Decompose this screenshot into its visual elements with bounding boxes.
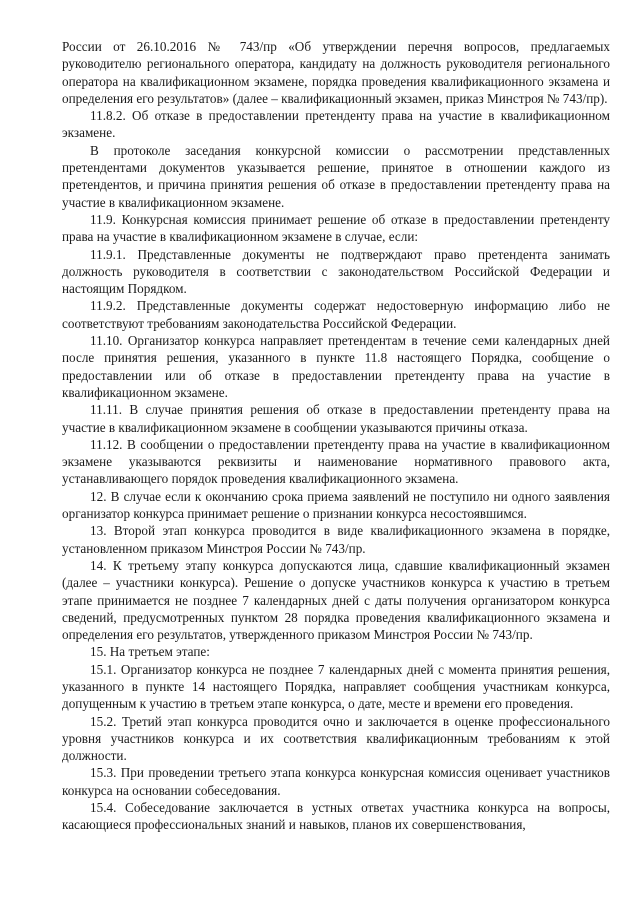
paragraph-11-11: 11.11. В случае принятия решения об отказе в предоставлении претенденту права на участие в квалификационном экзамене в сообщении указываются причины отказа. (62, 402, 610, 435)
paragraph-15-1: 15.1. Организатор конкурса не позднее 7 календарных дней с момента принятия решения, указанного в пункте 14 настоящего Порядка, направляет сообщения участникам конкурса, допущенным к участию в третьем этапе конкурса, о дате, месте и времени его проведения. (62, 661, 610, 712)
paragraph-12: 12. В случае если к окончанию срока приема заявлений не поступило ни одного заявления организатор конкурса принимает решение о признании конкурса несостоявшимся. (62, 488, 610, 522)
paragraph-13: 13. Второй этап конкурса проводится в виде квалификационного экзамена в порядке, установленном приказом Минстроя России № 743/пр. (62, 523, 610, 556)
paragraph-11-9-1: 11.9.1. Представленные документы не подтверждают право претендента занимать должность руководителя в соответствии с законодательством Российской Федерации и настоящим Порядком. (62, 246, 610, 297)
paragraph-15-4: 15.4. Собеседование заключается в устных ответах участника конкурса на вопросы, касающиеся профессиональных знаний и навыков, планов их совершенствования, (62, 800, 610, 833)
document-page (62, 38, 610, 834)
paragraph-continuation: России от 26.10.2016 № 743/пр «Об утверждении перечня вопросов, предлагаемых руководителю регионального оператора, кандидату на должность руководителя регионального оператора на квалификационном экзамене, порядка проведения квалификационного экзамена и определения его результатов» (далее – квалификационный экзамен, приказ Минстроя № 743/пр). (62, 39, 610, 106)
paragraph-11-9: 11.9. Конкурсная комиссия принимает решение об отказе в предоставлении претенденту права на участие в квалификационном экзамене в случае, если: (62, 211, 610, 245)
paragraph-15: 15. На третьем этапе: (90, 644, 210, 660)
paragraph-11-10: 11.10. Организатор конкурса направляет претендентам в течение семи календарных дней после принятия решения, указанного в пункте 11.8 настоящего Порядка, сообщение о предоставлении или об отказе в предоставлении претенденту права на участие в квалификационном экзамене. (62, 333, 610, 400)
paragraph-15-3: 15.3. При проведении третьего этапа конкурса конкурсная комиссия оценивает участников конкурса на основании собеседования. (62, 765, 610, 798)
paragraph-11-8-2: 11.8.2. Об отказе в предоставлении претенденту права на участие в квалификационном экзамене. (62, 108, 610, 141)
paragraph-11-12: 11.12. В сообщении о предоставлении претенденту права на участие в квалификационном экзамене указываются реквизиты и наименование нормативного правового акта, устанавливающего порядок проведения квалификационного экзамена. (62, 436, 610, 487)
paragraph-14: 14. К третьему этапу конкурса допускаются лица, сдавшие квалификационный экзамен (далее – участники конкурса). Решение о допуске участников конкурса к участию в третьем этапе принимается не позднее 7 календарных дней с даты получения организатором конкурса сведений, предусмотренных пунктом 28 порядка проведения квалификационного экзамена и определения его результатов, утвержденного приказом Минстроя России № 743/пр. (62, 557, 610, 643)
paragraph-11-9-2: 11.9.2. Представленные документы содержат недостоверную информацию либо не соответствуют требованиям законодательства Российской Федерации. (62, 298, 610, 331)
paragraph-15-2: 15.2. Третий этап конкурса проводится очно и заключается в оценке профессионального уровня участников конкурса и их соответствия квалификационным требованиям к этой должности. (62, 713, 610, 764)
paragraph-protocol: В протоколе заседания конкурсной комиссии о рассмотрении представленных претендентами документов указывается решение, принятое в отношении каждого из претендентов, и причина принятия решения об отказе в предоставлении претенденту права на участие в квалификационном экзамене. (62, 142, 610, 210)
